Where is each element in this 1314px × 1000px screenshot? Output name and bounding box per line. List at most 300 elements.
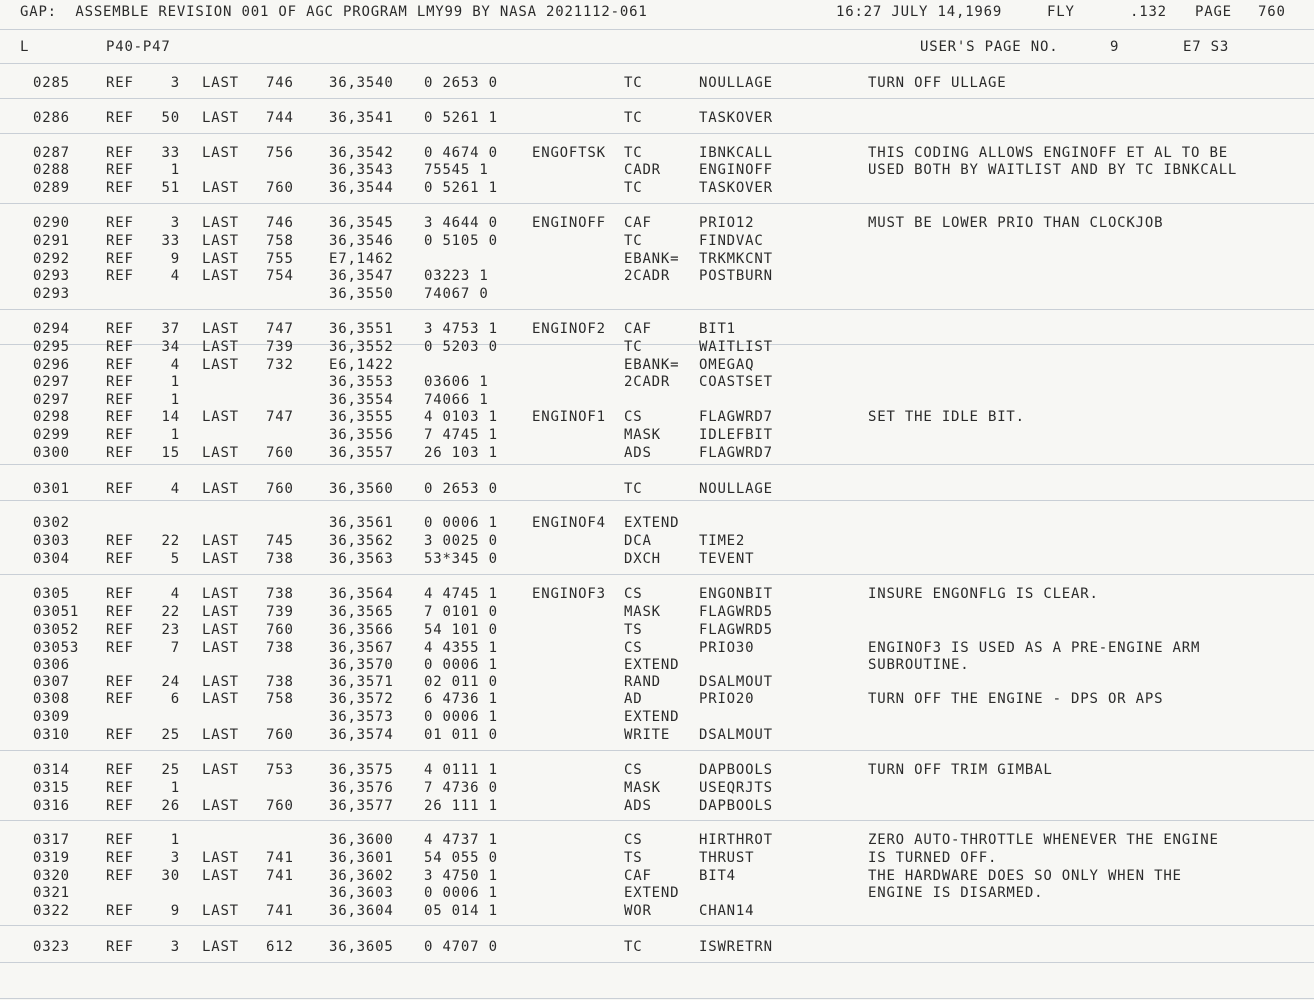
operand: ENGINOFF xyxy=(699,162,773,178)
listing-row xyxy=(0,831,1314,849)
code-label: ENGINOF3 xyxy=(532,586,606,602)
last-label: LAST xyxy=(202,215,239,231)
opcode: CAF xyxy=(624,215,652,231)
ref-count: 26 xyxy=(161,798,180,814)
opcode: MASK xyxy=(624,780,661,796)
octal-value: 54 055 0 xyxy=(424,850,498,866)
listing-row xyxy=(0,214,1314,232)
ref-label: REF xyxy=(106,939,134,955)
opcode: TC xyxy=(624,339,643,355)
comment: SUBROUTINE. xyxy=(868,657,970,673)
ref-count: 1 xyxy=(170,374,180,390)
octal-value: 0 4707 0 xyxy=(424,939,498,955)
listing-row xyxy=(0,391,1314,409)
ref-label: REF xyxy=(106,832,134,848)
memory-address: 36,3603 xyxy=(329,885,394,901)
last-label: LAST xyxy=(202,939,239,955)
opcode: ADS xyxy=(624,445,652,461)
ref-label: REF xyxy=(106,145,134,161)
memory-address: 36,3546 xyxy=(329,233,394,249)
opcode: 2CADR xyxy=(624,268,671,284)
ref-count: 3 xyxy=(170,75,180,91)
octal-value: 02 011 0 xyxy=(424,674,498,690)
memory-address: 36,3577 xyxy=(329,798,394,814)
memory-address: 36,3555 xyxy=(329,409,394,425)
ref-count: 4 xyxy=(170,586,180,602)
listing-row xyxy=(0,338,1314,356)
memory-address: E6,1422 xyxy=(329,357,394,373)
ref-label: REF xyxy=(106,162,134,178)
listing-row xyxy=(0,603,1314,621)
listing-row xyxy=(0,179,1314,197)
comment: ENGINE IS DISARMED. xyxy=(868,885,1044,901)
operand: PRIO12 xyxy=(699,215,755,231)
ref-count: 22 xyxy=(161,533,180,549)
line-number: 0292 xyxy=(33,251,70,267)
listing-row xyxy=(0,585,1314,603)
operand: ISWRETRN xyxy=(699,939,773,955)
comment: MUST BE LOWER PRIO THAN CLOCKJOB xyxy=(868,215,1164,231)
line-number: 0299 xyxy=(33,427,70,443)
last-page: 760 xyxy=(266,798,294,814)
last-page: 732 xyxy=(266,357,294,373)
ruled-line xyxy=(0,998,1314,999)
operand: TIME2 xyxy=(699,533,746,549)
ref-label: REF xyxy=(106,374,134,390)
operand: TRKMKCNT xyxy=(699,251,773,267)
last-label: LAST xyxy=(202,868,239,884)
opcode: TC xyxy=(624,233,643,249)
memory-address: 36,3601 xyxy=(329,850,394,866)
memory-address: 36,3600 xyxy=(329,832,394,848)
listing-row xyxy=(0,532,1314,550)
line-number: 0295 xyxy=(33,339,70,355)
comment: THIS CODING ALLOWS ENGINOFF ET AL TO BE xyxy=(868,145,1228,161)
octal-value: 4 4737 1 xyxy=(424,832,498,848)
listing-row xyxy=(0,656,1314,674)
opcode: CADR xyxy=(624,162,661,178)
line-number: 0289 xyxy=(33,180,70,196)
line-number: 0301 xyxy=(33,481,70,497)
operand: NOULLAGE xyxy=(699,75,773,91)
last-label: LAST xyxy=(202,75,239,91)
line-number: 0293 xyxy=(33,268,70,284)
memory-address: 36,3571 xyxy=(329,674,394,690)
listing-row xyxy=(0,285,1314,303)
operand: FLAGWRD5 xyxy=(699,604,773,620)
last-page: 739 xyxy=(266,339,294,355)
line-number: 0314 xyxy=(33,762,70,778)
opcode: WOR xyxy=(624,903,652,919)
octal-value: 54 101 0 xyxy=(424,622,498,638)
ref-label: REF xyxy=(106,409,134,425)
last-label: LAST xyxy=(202,445,239,461)
memory-address: 36,3545 xyxy=(329,215,394,231)
line-number: 0287 xyxy=(33,145,70,161)
opcode: CS xyxy=(624,640,643,656)
octal-value: 3 4750 1 xyxy=(424,868,498,884)
listing-row xyxy=(0,673,1314,691)
opcode: EBANK= xyxy=(624,357,680,373)
ref-label: REF xyxy=(106,727,134,743)
code-label: ENGINOF4 xyxy=(532,515,606,531)
memory-address: 36,3544 xyxy=(329,180,394,196)
memory-address: E7,1462 xyxy=(329,251,394,267)
last-page: 745 xyxy=(266,533,294,549)
opcode: CS xyxy=(624,586,643,602)
opcode: 2CADR xyxy=(624,374,671,390)
memory-address: 36,3605 xyxy=(329,939,394,955)
listing-row xyxy=(0,444,1314,462)
ref-count: 3 xyxy=(170,215,180,231)
opcode: AD xyxy=(624,691,643,707)
operand: IDLEFBIT xyxy=(699,427,773,443)
ref-count: 33 xyxy=(161,145,180,161)
last-page: 756 xyxy=(266,145,294,161)
octal-value: 0 0006 1 xyxy=(424,515,498,531)
users-page-number: 9 xyxy=(1110,39,1120,55)
last-page: 746 xyxy=(266,215,294,231)
comment: INSURE ENGONFLG IS CLEAR. xyxy=(868,586,1099,602)
octal-value: 01 011 0 xyxy=(424,727,498,743)
opcode: WRITE xyxy=(624,727,671,743)
memory-address: 36,3562 xyxy=(329,533,394,549)
ref-label: REF xyxy=(106,551,134,567)
ref-count: 14 xyxy=(161,409,180,425)
operand: FLAGWRD7 xyxy=(699,409,773,425)
run-mode: FLY xyxy=(1047,4,1075,20)
octal-value: 3 0025 0 xyxy=(424,533,498,549)
operand: CHAN14 xyxy=(699,903,755,919)
ref-count: 4 xyxy=(170,268,180,284)
memory-address: 36,3560 xyxy=(329,481,394,497)
listing-row xyxy=(0,250,1314,268)
memory-address: 36,3541 xyxy=(329,110,394,126)
memory-address: 36,3565 xyxy=(329,604,394,620)
last-page: 753 xyxy=(266,762,294,778)
operand: BIT4 xyxy=(699,868,736,884)
operand: OMEGAQ xyxy=(699,357,755,373)
operand: HIRTHROT xyxy=(699,832,773,848)
octal-value: 0 5261 1 xyxy=(424,110,498,126)
opcode: MASK xyxy=(624,604,661,620)
octal-value: 03223 1 xyxy=(424,268,489,284)
memory-address: 36,3566 xyxy=(329,622,394,638)
ref-label: REF xyxy=(106,780,134,796)
octal-value: 0 0006 1 xyxy=(424,657,498,673)
listing-row xyxy=(0,373,1314,391)
last-label: LAST xyxy=(202,357,239,373)
memory-address: 36,3602 xyxy=(329,868,394,884)
ruled-line xyxy=(0,750,1314,751)
opcode: TC xyxy=(624,145,643,161)
ref-count: 23 xyxy=(161,622,180,638)
opcode: EXTEND xyxy=(624,709,680,725)
line-number: 0316 xyxy=(33,798,70,814)
line-number: 0315 xyxy=(33,780,70,796)
operand: DAPBOOLS xyxy=(699,762,773,778)
last-page: 741 xyxy=(266,850,294,866)
ref-label: REF xyxy=(106,75,134,91)
octal-value: 0 0006 1 xyxy=(424,709,498,725)
listing-row xyxy=(0,514,1314,532)
last-label: LAST xyxy=(202,481,239,497)
operand: TASKOVER xyxy=(699,180,773,196)
ruled-line xyxy=(0,309,1314,310)
listing-row xyxy=(0,144,1314,162)
operand: FINDVAC xyxy=(699,233,764,249)
memory-address: 36,3554 xyxy=(329,392,394,408)
last-page: 760 xyxy=(266,180,294,196)
ruled-line xyxy=(0,500,1314,501)
last-page: 754 xyxy=(266,268,294,284)
last-page: 741 xyxy=(266,868,294,884)
ref-label: REF xyxy=(106,674,134,690)
memory-address: 36,3572 xyxy=(329,691,394,707)
line-number: 0305 xyxy=(33,586,70,602)
print-timestamp: 16:27 JULY 14,1969 xyxy=(836,4,1003,20)
memory-address: 36,3552 xyxy=(329,339,394,355)
last-label: LAST xyxy=(202,145,239,161)
memory-address: 36,3564 xyxy=(329,586,394,602)
listing-row xyxy=(0,938,1314,956)
last-label: LAST xyxy=(202,251,239,267)
ruled-line xyxy=(0,925,1314,926)
ref-label: REF xyxy=(106,850,134,866)
opcode: TC xyxy=(624,110,643,126)
last-label: LAST xyxy=(202,110,239,126)
page-header xyxy=(0,3,1314,21)
ruled-line xyxy=(0,29,1314,30)
ref-label: REF xyxy=(106,321,134,337)
ref-label: REF xyxy=(106,604,134,620)
operand: POSTBURN xyxy=(699,268,773,284)
octal-value: 75545 1 xyxy=(424,162,489,178)
opcode: TC xyxy=(624,75,643,91)
last-label: LAST xyxy=(202,850,239,866)
ref-label: REF xyxy=(106,251,134,267)
ref-label: REF xyxy=(106,533,134,549)
listing-row xyxy=(0,902,1314,920)
ref-label: REF xyxy=(106,903,134,919)
ruled-line xyxy=(0,63,1314,64)
operand: FLAGWRD5 xyxy=(699,622,773,638)
memory-address: 36,3604 xyxy=(329,903,394,919)
page-label: PAGE xyxy=(1195,4,1232,20)
operand: WAITLIST xyxy=(699,339,773,355)
ref-count: 1 xyxy=(170,832,180,848)
octal-value: 3 4644 0 xyxy=(424,215,498,231)
opcode: RAND xyxy=(624,674,661,690)
ref-label: REF xyxy=(106,868,134,884)
last-page: 760 xyxy=(266,727,294,743)
listing-row xyxy=(0,621,1314,639)
listing-row xyxy=(0,849,1314,867)
line-number: 0302 xyxy=(33,515,70,531)
comment: TURN OFF TRIM GIMBAL xyxy=(868,762,1053,778)
ref-count: 24 xyxy=(161,674,180,690)
ref-count: 3 xyxy=(170,939,180,955)
octal-value: 7 4745 1 xyxy=(424,427,498,443)
line-number: 0307 xyxy=(33,674,70,690)
ref-label: REF xyxy=(106,481,134,497)
last-page: 758 xyxy=(266,691,294,707)
last-page: 747 xyxy=(266,321,294,337)
octal-value: 7 0101 0 xyxy=(424,604,498,620)
last-page: 738 xyxy=(266,674,294,690)
line-number: 0303 xyxy=(33,533,70,549)
opcode: CAF xyxy=(624,868,652,884)
listing-row xyxy=(0,550,1314,568)
line-number: 0290 xyxy=(33,215,70,231)
opcode: TC xyxy=(624,939,643,955)
ref-count: 15 xyxy=(161,445,180,461)
listing-row xyxy=(0,232,1314,250)
listing-row xyxy=(0,884,1314,902)
opcode: CS xyxy=(624,762,643,778)
last-label: LAST xyxy=(202,674,239,690)
listing-row xyxy=(0,356,1314,374)
octal-value: 0 4674 0 xyxy=(424,145,498,161)
opcode: MASK xyxy=(624,427,661,443)
ref-count: 25 xyxy=(161,762,180,778)
ref-count: 50 xyxy=(161,110,180,126)
operand: DAPBOOLS xyxy=(699,798,773,814)
last-page: 746 xyxy=(266,75,294,91)
ref-label: REF xyxy=(106,392,134,408)
line-number: 0288 xyxy=(33,162,70,178)
listing-row xyxy=(0,480,1314,498)
opcode: EXTEND xyxy=(624,885,680,901)
listing-row xyxy=(0,639,1314,657)
line-number: 0300 xyxy=(33,445,70,461)
ref-label: REF xyxy=(106,427,134,443)
memory-address: 36,3540 xyxy=(329,75,394,91)
opcode: TS xyxy=(624,622,643,638)
line-number: 0286 xyxy=(33,110,70,126)
ruled-line xyxy=(0,133,1314,134)
comment: ENGINOF3 IS USED AS A PRE-ENGINE ARM xyxy=(868,640,1201,656)
last-label: LAST xyxy=(202,339,239,355)
ref-count: 4 xyxy=(170,481,180,497)
memory-address: 36,3573 xyxy=(329,709,394,725)
opcode: EBANK= xyxy=(624,251,680,267)
ref-label: REF xyxy=(106,180,134,196)
last-label: LAST xyxy=(202,180,239,196)
comment: TURN OFF THE ENGINE - DPS OR APS xyxy=(868,691,1164,707)
last-label: LAST xyxy=(202,268,239,284)
listing-row xyxy=(0,690,1314,708)
opcode: EXTEND xyxy=(624,515,680,531)
memory-address: 36,3551 xyxy=(329,321,394,337)
line-number: 0319 xyxy=(33,850,70,866)
comment: IS TURNED OFF. xyxy=(868,850,998,866)
opcode: TS xyxy=(624,850,643,866)
line-number: 0308 xyxy=(33,691,70,707)
assembly-title: GAP: ASSEMBLE REVISION 001 OF AGC PROGRAM LMY99 BY NASA 2021112-061 xyxy=(20,4,648,20)
last-page: 755 xyxy=(266,251,294,267)
operand: IBNKCALL xyxy=(699,145,773,161)
memory-address: 36,3561 xyxy=(329,515,394,531)
octal-value: 7 4736 0 xyxy=(424,780,498,796)
last-label: LAST xyxy=(202,727,239,743)
ref-count: 4 xyxy=(170,357,180,373)
memory-address: 36,3553 xyxy=(329,374,394,390)
last-label: LAST xyxy=(202,321,239,337)
operand: COASTSET xyxy=(699,374,773,390)
operand: DSALMOUT xyxy=(699,727,773,743)
ref-count: 1 xyxy=(170,392,180,408)
ruled-line xyxy=(0,962,1314,963)
line-number: 0297 xyxy=(33,374,70,390)
ref-count: 1 xyxy=(170,780,180,796)
listing-row xyxy=(0,779,1314,797)
line-number: 0294 xyxy=(33,321,70,337)
last-label: LAST xyxy=(202,622,239,638)
ref-count: 30 xyxy=(161,868,180,884)
ref-label: REF xyxy=(106,445,134,461)
ref-count: 34 xyxy=(161,339,180,355)
octal-value: 0 5203 0 xyxy=(424,339,498,355)
last-label: LAST xyxy=(202,233,239,249)
comment: ZERO AUTO-THROTTLE WHENEVER THE ENGINE xyxy=(868,832,1219,848)
operand: NOULLAGE xyxy=(699,481,773,497)
memory-address: 36,3547 xyxy=(329,268,394,284)
line-number: 0310 xyxy=(33,727,70,743)
line-number: 0306 xyxy=(33,657,70,673)
memory-address: 36,3543 xyxy=(329,162,394,178)
octal-value: 3 4753 1 xyxy=(424,321,498,337)
ref-count: 25 xyxy=(161,727,180,743)
memory-address: 36,3542 xyxy=(329,145,394,161)
memory-address: 36,3563 xyxy=(329,551,394,567)
operand: TASKOVER xyxy=(699,110,773,126)
listing-row xyxy=(0,867,1314,885)
listing-row xyxy=(0,726,1314,744)
last-label: LAST xyxy=(202,604,239,620)
listing-row xyxy=(0,426,1314,444)
ref-count: 3 xyxy=(170,850,180,866)
opcode: DCA xyxy=(624,533,652,549)
memory-address: 36,3576 xyxy=(329,780,394,796)
comment: USED BOTH BY WAITLIST AND BY TC IBNKCALL xyxy=(868,162,1238,178)
octal-value: 4 0111 1 xyxy=(424,762,498,778)
last-page: 741 xyxy=(266,903,294,919)
listing-row xyxy=(0,761,1314,779)
ref-label: REF xyxy=(106,798,134,814)
line-number: 03052 xyxy=(33,622,80,638)
ref-label: REF xyxy=(106,233,134,249)
last-page: 760 xyxy=(266,481,294,497)
last-label: LAST xyxy=(202,409,239,425)
ref-count: 6 xyxy=(170,691,180,707)
operand: TEVENT xyxy=(699,551,755,567)
octal-value: 74066 1 xyxy=(424,392,489,408)
opcode: ADS xyxy=(624,798,652,814)
page-subheader xyxy=(0,38,1314,56)
opcode: DXCH xyxy=(624,551,661,567)
line-number: 0297 xyxy=(33,392,70,408)
listing-row xyxy=(0,408,1314,426)
memory-address: 36,3570 xyxy=(329,657,394,673)
octal-value: 03606 1 xyxy=(424,374,489,390)
line-number: 03051 xyxy=(33,604,80,620)
last-label: LAST xyxy=(202,586,239,602)
octal-value: 6 4736 1 xyxy=(424,691,498,707)
last-label: LAST xyxy=(202,551,239,567)
ref-count: 22 xyxy=(161,604,180,620)
code-label: ENGOFTSK xyxy=(532,145,606,161)
